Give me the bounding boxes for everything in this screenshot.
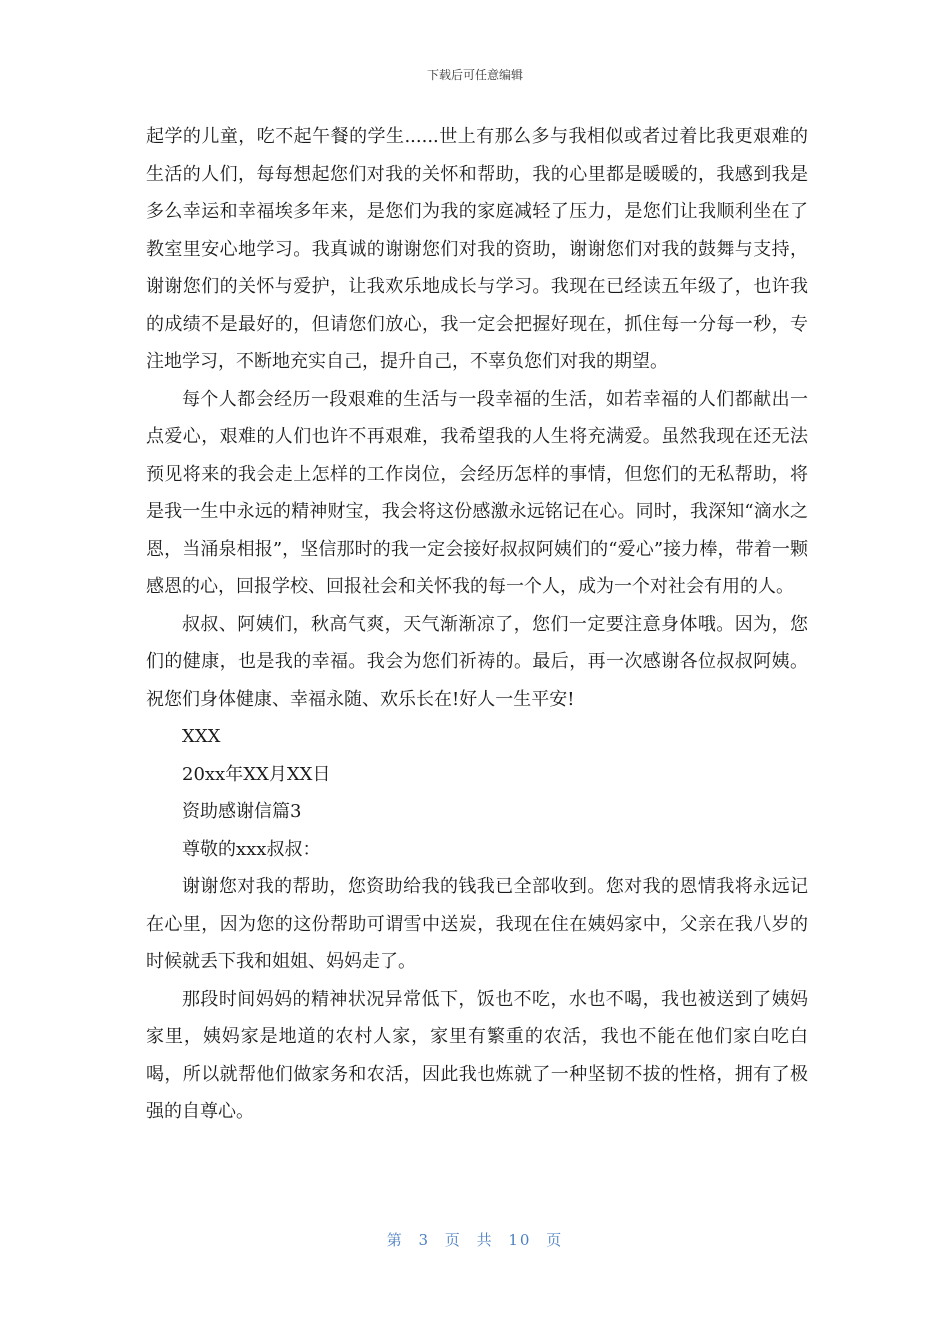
page-number: 第 3 页 共 10 页 bbox=[386, 1231, 564, 1249]
paragraph: 那段时间妈妈的精神状况异常低下，饭也不吃，水也不喝，我也被送到了姨妈家里，姨妈家是地道的农村人家，家里有繁重的农活，我也不能在他们家白吃白喝，所以就帮他们做家务和农活，因此我也炼就了一种坚韧不拔的性格，拥有了极强的自尊心。 bbox=[146, 988, 808, 1122]
header-note: 下载后可任意编辑 bbox=[426, 68, 523, 82]
paragraph: 叔叔、阿姨们，秋高气爽，天气渐渐凉了，您们一定要注意身体哦。因为，您们的健康，也是我的幸福。我会为您们祈祷的。最后，再一次感谢各位叔叔阿姨。祝您们身体健康、幸福永随、欢乐长在!好人一生平安! bbox=[146, 613, 808, 710]
section-title: 资助感谢信篇3 bbox=[182, 801, 302, 822]
letter-salutation: 尊敬的xxx叔叔： bbox=[182, 838, 321, 860]
signature-name: XXX bbox=[182, 726, 221, 747]
paragraph: 谢谢您对我的帮助，您资助给我的钱我已全部收到。您对我的恩情我将永远记在心里，因为您的这份帮助可谓雪中送炭，我现在住在姨妈家中，父亲在我八岁的时候就丢下我和姐姐、妈妈走了。 bbox=[146, 876, 808, 972]
paragraph: 每个人都会经历一段艰难的生活与一段幸福的生活，如若幸福的人们都献出一点爱心，艰难的人们也许不再艰难，我希望我的人生将充满爱。虽然我现在还无法预见将来的我会走上怎样的工作岗位，会经历怎样的事情，但您们的无私帮助，将是我一生中永远的精神财宝，我会将这份感激永远铭记在心。同时，我深知“滴水之恩，当涌泉相报”，坚信那时的我一定会接好叔叔阿姨们的“爱心”接力棒，带着一颗感恩的心，回报学校、回报社会和关怀我的每一个人，成为一个对社会有用的人。 bbox=[146, 388, 808, 597]
document-body bbox=[146, 118, 808, 1131]
paragraph-continuation: 起学的儿童，吃不起午餐的学生......世上有那么多与我相似或者过着比我更艰难的生活的人们，每每想起您们对我的关怀和帮助，我的心里都是暖暖的，我感到我是多么幸运和幸福埃多年来，是您们为我的家庭减轻了压力，是您们让我顺利坐在了教室里安心地学习。我真诚的谢谢您们对我的资助，谢谢您们对我的鼓舞与支持，谢谢您们的关怀与爱护，让我欢乐地成长与学习。我现在已经读五年级了，也许我的成绩不是最好的，但请您们放心，我一定会把握好现在，抓住每一分每一秒，专注地学习，不断地充实自己，提升自己，不辜负您们对我的期望。 bbox=[146, 126, 808, 372]
letter-date: 20xx年XX月XX日 bbox=[182, 763, 331, 785]
